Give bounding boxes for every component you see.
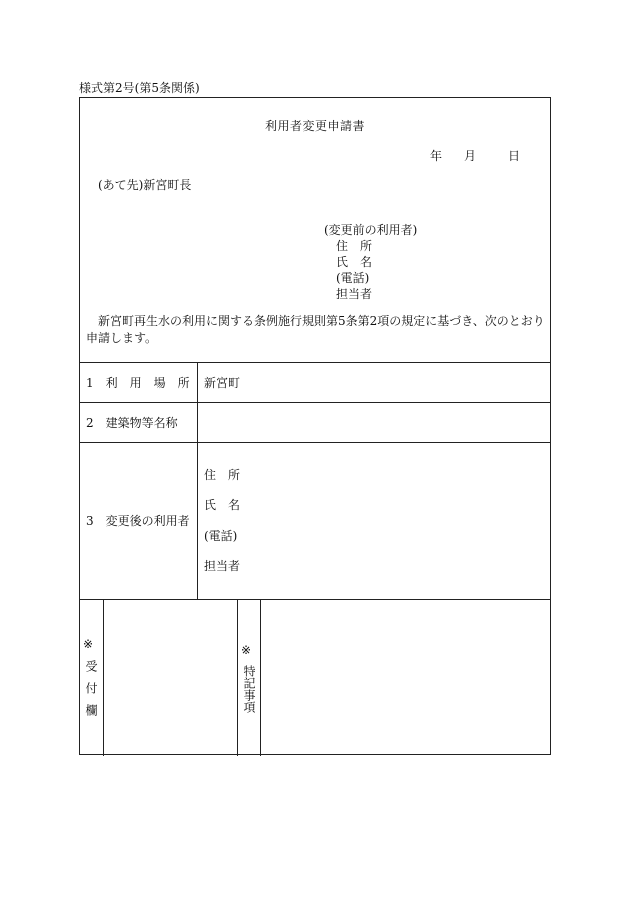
application-form [79, 97, 551, 755]
form-title: 利用者変更申請書 [264, 119, 365, 133]
remarks-column-divider [237, 599, 238, 756]
applicant-before-block [324, 222, 417, 302]
applicant-before-name: 氏 名 [336, 255, 373, 269]
new-user-contact[interactable]: 担当者 [204, 559, 241, 573]
building-name-label: 2 建築物等名称 [86, 416, 178, 430]
new-user-address[interactable]: 住 所 [204, 468, 241, 482]
building-name-value[interactable] [204, 415, 544, 431]
reception-column-divider [103, 599, 104, 756]
remarks-label-divider [260, 599, 261, 756]
applicant-before-address: 住 所 [336, 239, 373, 253]
location-value[interactable]: 新宮町 [204, 376, 241, 390]
addressee: (あて先)新宮町長 [98, 178, 192, 192]
divider-line [80, 362, 550, 363]
applicant-before-phone: (電話) [336, 271, 370, 285]
divider-line [80, 599, 550, 600]
new-user-name[interactable]: 氏 名 [204, 498, 241, 512]
remarks-note-mark: ※ [241, 643, 252, 657]
date-line [430, 148, 520, 164]
form-number: 様式第2号(第5条関係) [79, 81, 200, 95]
date-year: 年 [430, 149, 443, 163]
location-label: 1 利 用 場 所 [86, 376, 190, 390]
application-statement: 新宮町再生水の利用に関する条例施行規則第5条第2項の規定に基づき、次のとおり申請します。 [86, 314, 545, 345]
date-day: 日 [508, 149, 521, 163]
remarks-label: 特記事項 [242, 665, 256, 713]
reception-note-mark: ※ [83, 637, 94, 651]
applicant-before-contact: 担当者 [336, 287, 373, 301]
divider-line [80, 442, 550, 443]
new-user-phone[interactable]: (電話) [204, 529, 238, 543]
reception-field[interactable] [109, 601, 235, 753]
label-column-divider [197, 362, 198, 599]
new-user-label: 3 変更後の利用者 [86, 514, 190, 528]
applicant-before-heading: (変更前の利用者) [324, 223, 418, 237]
remarks-field[interactable] [264, 601, 548, 753]
divider-line [80, 402, 550, 403]
reception-label: 受付欄 [84, 660, 98, 726]
date-month: 月 [464, 149, 477, 163]
